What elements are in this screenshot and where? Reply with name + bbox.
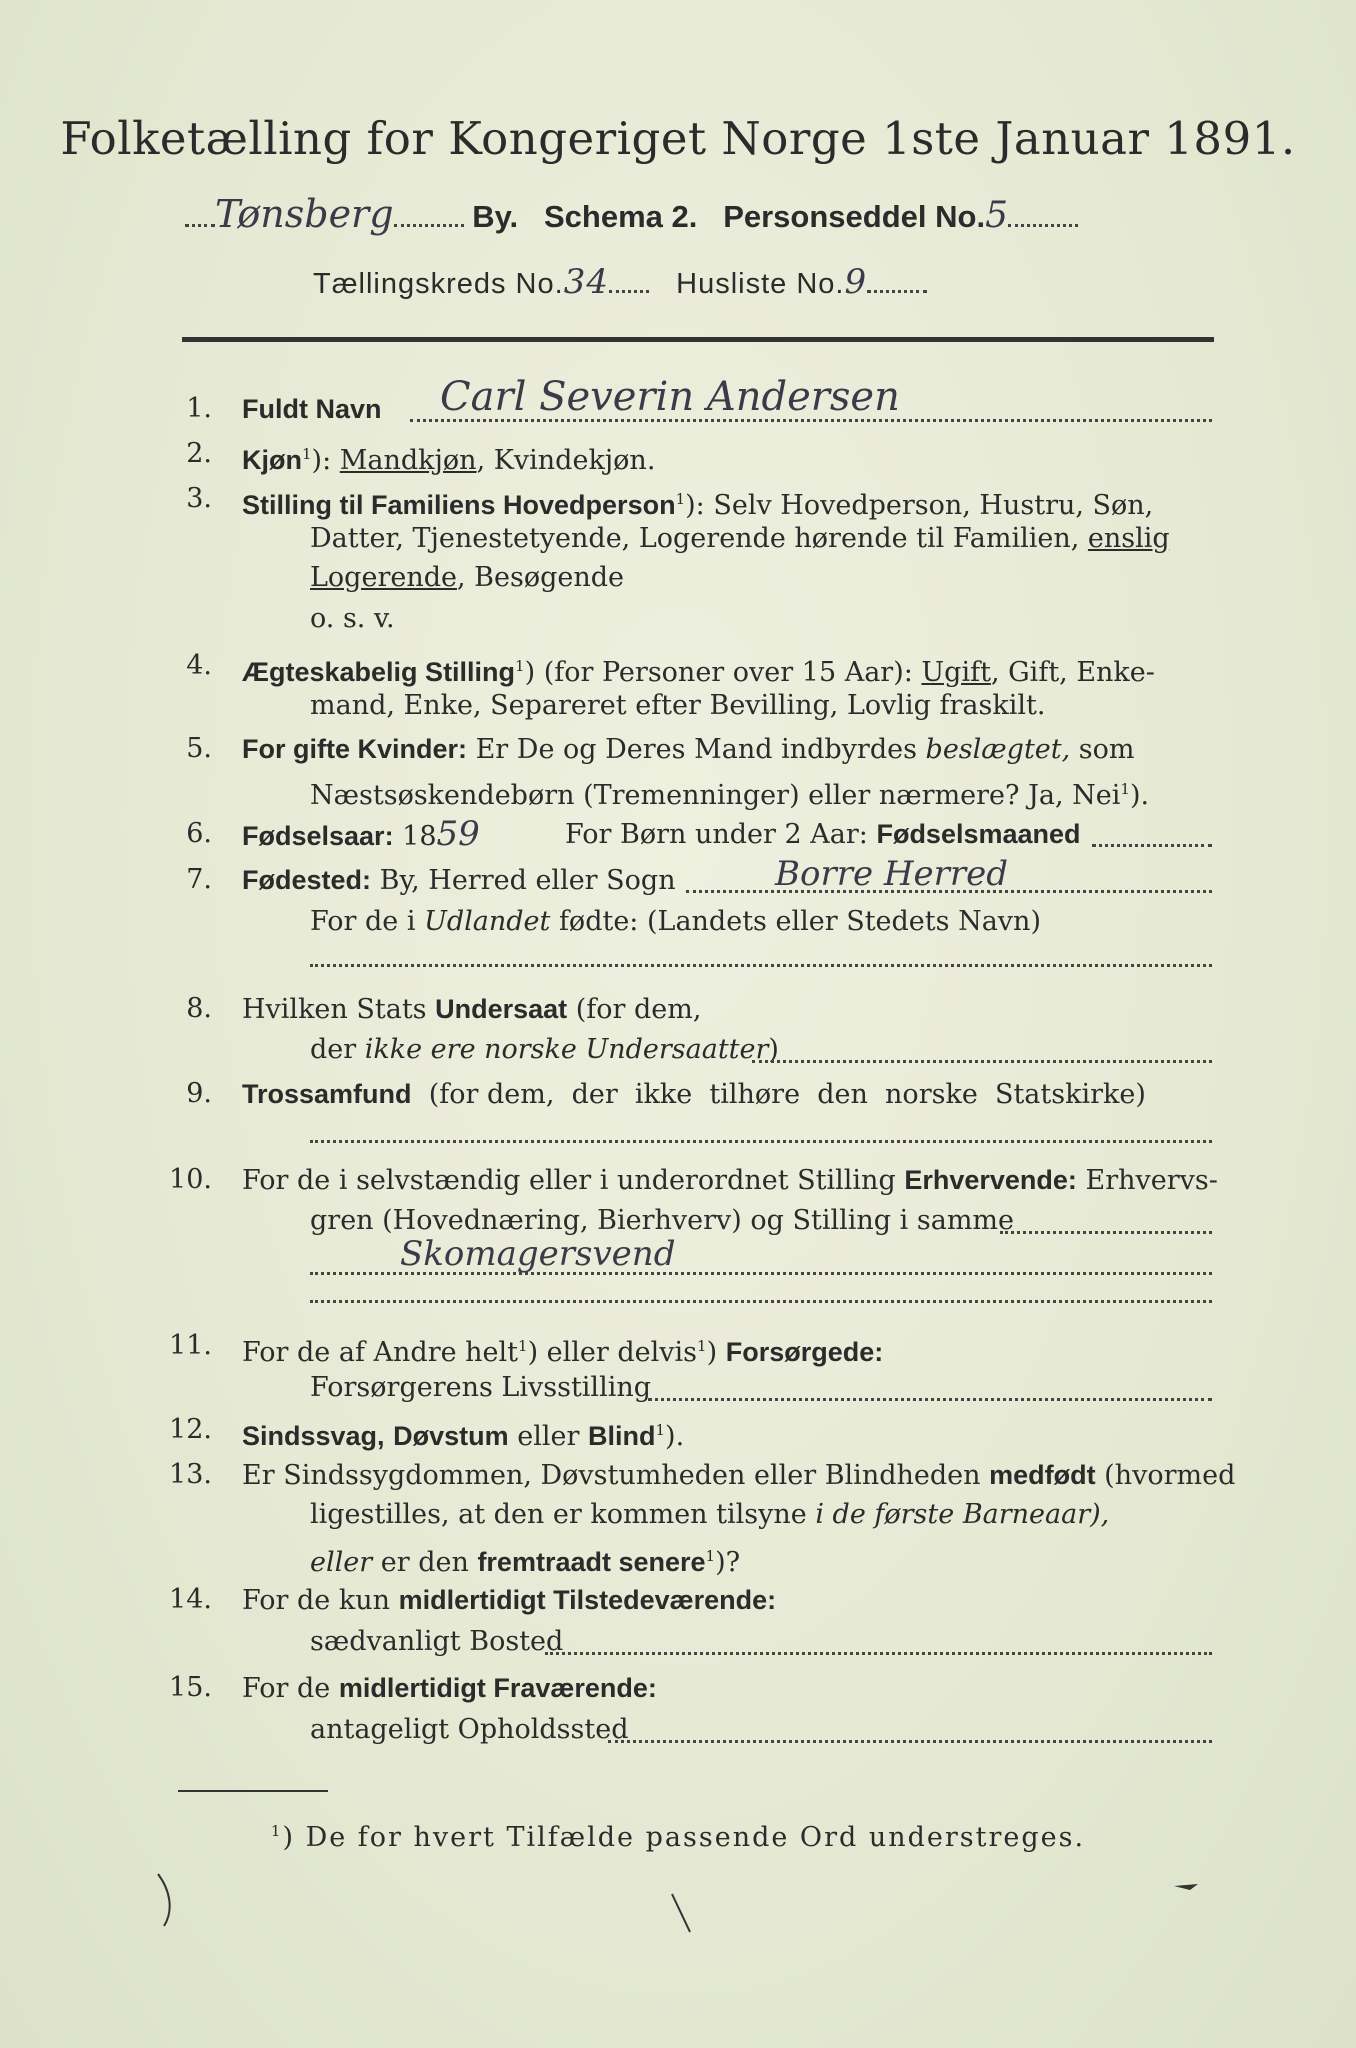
footnote-ref: 1 [515, 657, 525, 675]
text: gren (Hovednæring, Bierhverv) og Stilling i samme [310, 1205, 1015, 1236]
question-label: Forsørgede: [725, 1337, 884, 1367]
place-handwritten: Tønsberg [215, 192, 394, 236]
text: ): Selv Hovedperson, Hustru, Søn, [685, 490, 1154, 521]
text: (for dem, der ikke tilhøre den norske Statskirke) [411, 1079, 1146, 1110]
text-italic: beslægtet, [925, 734, 1071, 765]
kreds-number: 34 [563, 262, 609, 302]
header-line-kreds [313, 262, 927, 302]
question-label: Sindssvag, [242, 1421, 385, 1451]
pen-mark [668, 1890, 698, 1940]
text: For Børn under 2 Aar: [565, 819, 877, 850]
question-label: Døvstum [393, 1421, 509, 1451]
footnote-ref: 1 [302, 445, 312, 463]
question-label: midlertidigt Fraværende: [338, 1673, 657, 1703]
text: )? [715, 1547, 741, 1578]
question-label: Ægteskabelig Stilling [242, 657, 516, 687]
question-number: 6. [186, 818, 212, 849]
footnote-divider [178, 1790, 328, 1792]
question-number: 5. [186, 733, 212, 764]
option-enslig-underlined: enslig [1087, 523, 1170, 554]
text-italic: i de første Barneaar), [815, 1499, 1110, 1530]
question-number: 15. [169, 1672, 212, 1703]
husliste-label: Husliste No. [676, 268, 845, 300]
footnote-ref: 1 [697, 1337, 707, 1355]
footnote-ref: 1 [270, 1822, 283, 1840]
text: er den [372, 1547, 478, 1578]
question-number: 10. [169, 1164, 212, 1195]
by-label: By. [472, 199, 519, 234]
question-number: 4. [186, 650, 212, 681]
question-label: Fødselsmaaned [876, 819, 1081, 849]
pen-mark [1172, 1880, 1202, 1896]
question-label: Trossamfund [242, 1079, 412, 1109]
question-label: medfødt [989, 1460, 1096, 1490]
option-logerende-underlined: Logerende [310, 562, 457, 593]
pen-mark [150, 1870, 190, 1930]
text: For de i [310, 906, 425, 937]
blank-line [310, 1140, 1212, 1143]
text: Erhvervs- [1076, 1165, 1218, 1196]
header-divider [182, 337, 1214, 342]
text: Datter, Tjenestetyende, Logerende hørende til Familien, [310, 523, 1088, 554]
question-number: 3. [186, 483, 212, 514]
text: ) [706, 1337, 726, 1368]
text: o. s. v. [310, 603, 395, 634]
text: Er De og Deres Mand indbyrdes [467, 734, 926, 765]
text: ) (for Personer over 15 Aar): [524, 657, 922, 688]
text: For de [242, 1673, 339, 1704]
husliste-number: 9 [844, 262, 868, 302]
text: mand, Enke, Separeret efter Bevilling, Lovlig fraskilt. [310, 690, 1046, 721]
answer-occupation: Skomagersvend [400, 1234, 676, 1274]
text: ): [311, 445, 340, 476]
question-label: Blind [587, 1421, 656, 1451]
question-number: 8. [186, 993, 212, 1024]
text: For de kun [242, 1585, 399, 1616]
text: ) [768, 1034, 779, 1065]
text: (for dem, [567, 994, 702, 1025]
footnote-ref: 1 [675, 490, 686, 508]
question-label: For gifte Kvinder: [242, 734, 468, 764]
text: , Kvindekjøn. [476, 445, 656, 476]
schema-label: Schema 2. [543, 199, 698, 234]
footnote-ref: 1 [655, 1421, 666, 1439]
text: ). [1129, 780, 1150, 811]
question-number: 7. [186, 864, 212, 895]
personseddel-number: 5 [985, 195, 1008, 236]
text: For de i selvstændig eller i underordnet Stilling [242, 1165, 905, 1196]
text: , Besøgende [456, 562, 624, 593]
text: der [310, 1034, 365, 1065]
text: Hvilken Stats [242, 994, 436, 1025]
text: ) eller delvis [527, 1337, 698, 1368]
text: Forsørgerens Livsstilling [310, 1372, 652, 1403]
question-label: Stilling til Familiens Hovedperson [242, 490, 676, 520]
form-title: Folketælling for Kongeriget Norge 1ste Januar 1891. [60, 112, 1296, 165]
text: antageligt Opholdssted [310, 1714, 629, 1745]
footnote-ref: 1 [1120, 780, 1130, 798]
text: eller [508, 1421, 588, 1452]
question-label: midlertidigt Tilstedeværende: [398, 1585, 777, 1615]
question-number: 2. [186, 438, 212, 469]
question-number: 13. [169, 1459, 212, 1490]
footnote-ref: 1 [518, 1337, 528, 1355]
text: For de af Andre helt [242, 1337, 519, 1368]
personseddel-label: Personseddel No. [723, 199, 986, 234]
answer-full-name: Carl Severin Andersen [440, 374, 900, 420]
question-label: Fødselsaar: [242, 821, 394, 851]
text: (hvormed [1095, 1460, 1236, 1491]
footnote-ref: 1 [705, 1547, 716, 1565]
option-ugift-underlined: Ugift [921, 657, 991, 688]
text: Er Sindssygdommen, Døvstumheden eller Blindheden [242, 1460, 990, 1491]
question-label: fremtraadt senere [477, 1547, 706, 1577]
text-italic: Udlandet [424, 906, 551, 937]
kreds-label: Tællingskreds No. [313, 268, 564, 300]
text: Næstsøskendebørn (Tremenninger) eller nærmere? Ja, Nei [310, 780, 1121, 811]
answer-birth-year: 59 [436, 814, 480, 854]
question-number: 11. [169, 1330, 212, 1361]
footnote-text: ) De for hvert Tilfælde passende Ord understreges. [282, 1822, 1086, 1853]
text: By, Herred eller Sogn [371, 865, 676, 896]
text: ligestilles, at den er kommen tilsyne [310, 1499, 816, 1530]
text: fødte: (Landets eller Stedets Navn) [550, 906, 1041, 937]
answer-birthplace: Borre Herred [775, 854, 1009, 894]
question-label: Kjøn [242, 445, 302, 475]
question-label: Undersaat [435, 994, 568, 1024]
question-number: 14. [169, 1584, 212, 1615]
text-italic: eller [310, 1547, 373, 1578]
blank-line [310, 1300, 1212, 1303]
question-number: 12. [169, 1414, 212, 1445]
text-italic: ikke ere norske Undersaatter [364, 1034, 769, 1065]
question-label: Erhvervende: [904, 1165, 1077, 1195]
question-number: 1. [186, 393, 212, 424]
text: ). [665, 1421, 685, 1452]
option-mandkjon-underlined: Mandkjøn [339, 445, 477, 476]
text: som [1070, 734, 1135, 765]
question-number: 9. [186, 1078, 212, 1109]
text: 18 [393, 821, 437, 852]
blank-line [310, 964, 1212, 967]
header-line-place [185, 192, 1078, 236]
text: sædvanligt Bosted [310, 1626, 564, 1657]
question-label: Fødested: [242, 865, 372, 895]
question-label: Fuldt Navn [242, 394, 382, 424]
text: , Gift, Enke- [990, 657, 1155, 688]
footnote [0, 1822, 1356, 1853]
